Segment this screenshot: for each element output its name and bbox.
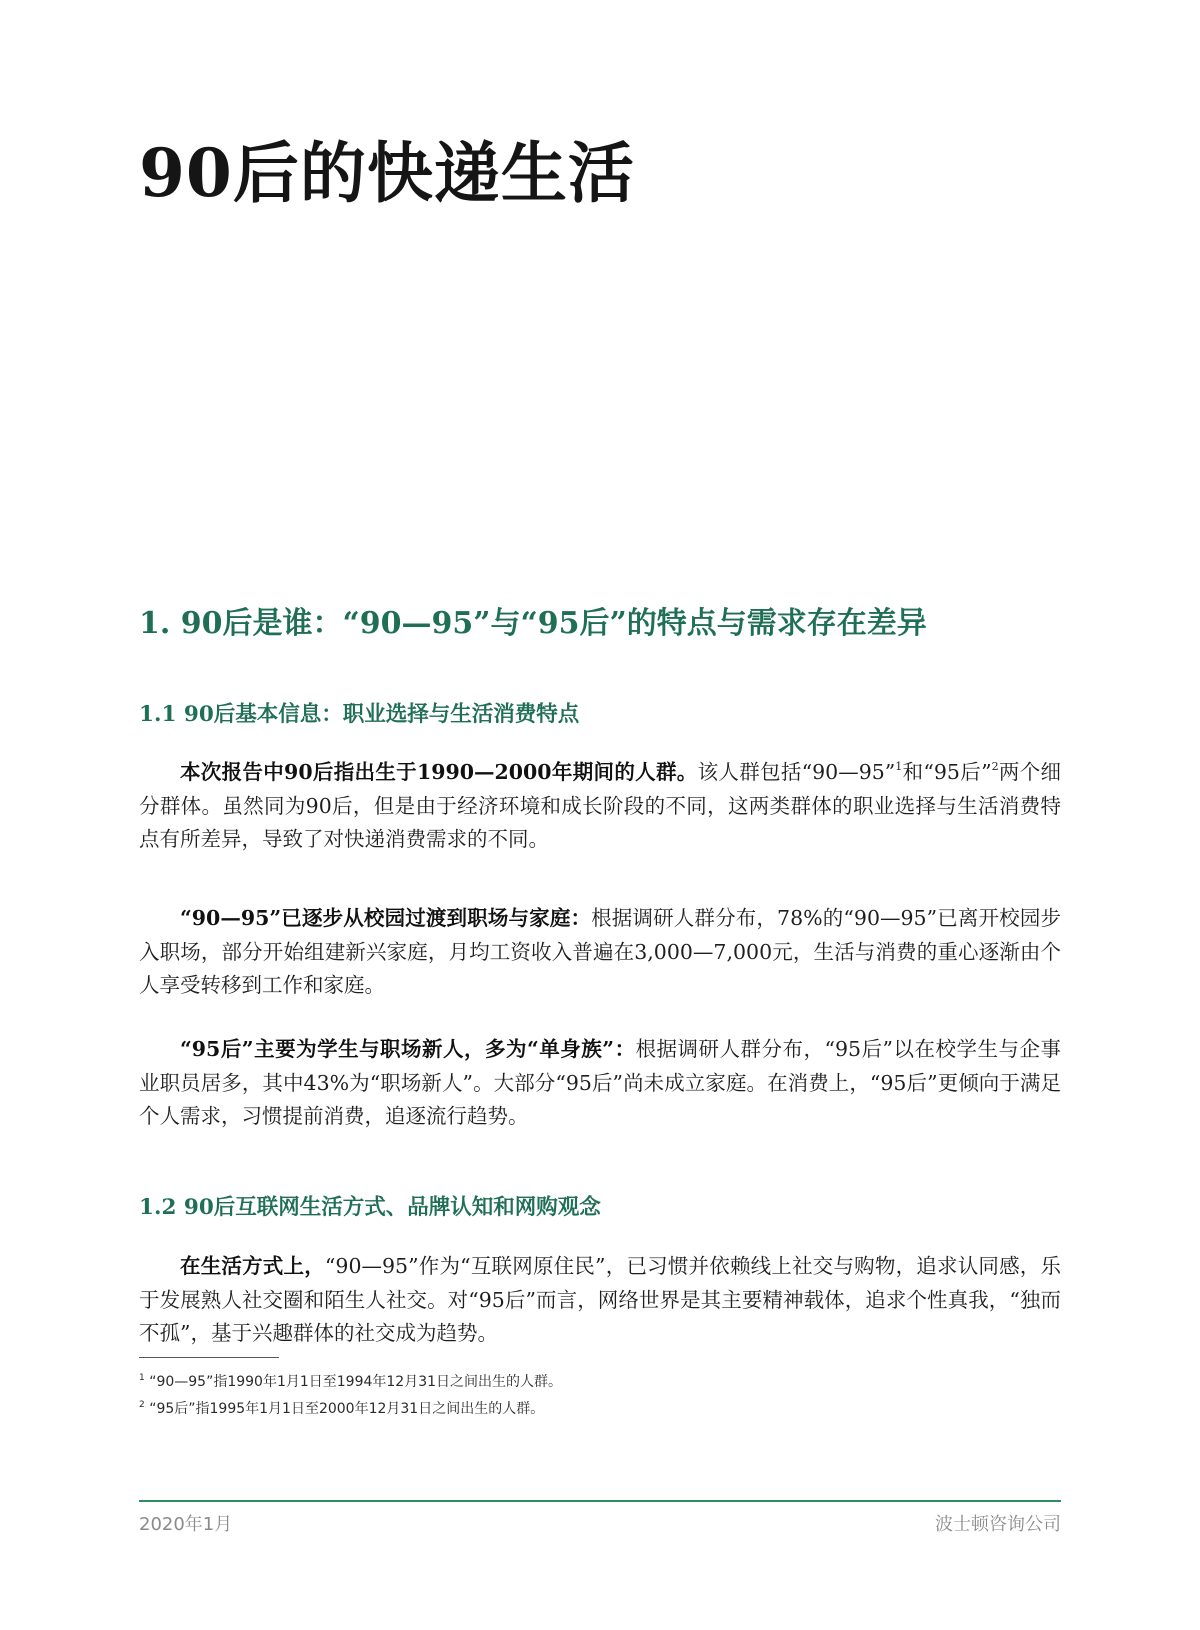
paragraph-text: 和“95后” — [902, 760, 992, 784]
footnote-2 — [139, 1401, 544, 1418]
footnote-1 — [139, 1374, 562, 1391]
paragraph-basic-info — [139, 756, 1061, 857]
paragraph-lifestyle — [139, 1250, 1061, 1351]
footnote-divider — [139, 1357, 279, 1358]
paragraph-95-after — [139, 1033, 1061, 1134]
footer-company: 波士顿咨询公司 — [935, 1514, 1061, 1535]
paragraph-text: “90—95”作为“互联网原住民”，已习惯并依赖线上社交与购物，追求认同感，乐于发展熟人社交圈和陌生人社交。对“95后”而言，网络世界是其主要精神载体，追求个性真我，“独而不孤”，基于兴趣群体的社交成为趋势。 — [139, 1254, 1061, 1345]
paragraph-lead-bold: 在生活方式上， — [180, 1254, 325, 1278]
subsection-heading-1-1: 1.1 90后基本信息：职业选择与生活消费特点 — [139, 702, 580, 727]
paragraph-text: 根据调研人群分布，78%的“90—95”已离开校园步入职场，部分开始组建新兴家庭，月均工资收入普遍在3,000—7,000元，生活与消费的重心逐渐由个人享受转移到工作和家庭。 — [139, 906, 1061, 997]
paragraph-lead-bold: “90—95”已逐步从校园过渡到职场与家庭： — [180, 906, 592, 930]
footnote-text: “90—95”指1990年1月1日至1994年12月31日之间出生的人群。 — [149, 1374, 563, 1390]
footnote-ref-2: 2 — [991, 760, 999, 773]
footnote-mark: 1 — [139, 1373, 145, 1383]
footer-date: 2020年1月 — [139, 1514, 233, 1535]
section-heading: 1. 90后是谁：“90—95”与“95后”的特点与需求存在差异 — [139, 606, 927, 641]
paragraph-text: 该人群包括“90—95” — [697, 760, 896, 784]
paragraph-lead-bold: “95后”主要为学生与职场新人，多为“单身族”： — [180, 1037, 636, 1061]
footnote-ref-1: 1 — [895, 760, 903, 773]
paragraph-text: 根据调研人群分布，“95后”以在校学生与企事业职员居多，其中43%为“职场新人”。大部分“95后”尚未成立家庭。在消费上，“95后”更倾向于满足个人需求，习惯提前消费，追逐流行趋势。 — [139, 1037, 1061, 1128]
paragraph-lead-bold: 本次报告中90后指出生于1990—2000年期间的人群。 — [180, 760, 698, 784]
page-title: 90后的快递生活 — [139, 134, 635, 212]
paragraph-90-95 — [139, 902, 1061, 1003]
footnote-mark: 2 — [139, 1400, 145, 1410]
footer-divider — [139, 1500, 1061, 1502]
subsection-heading-1-2: 1.2 90后互联网生活方式、品牌认知和网购观念 — [139, 1195, 601, 1220]
footnote-text: “95后”指1995年1月1日至2000年12月31日之间出生的人群。 — [149, 1401, 545, 1417]
paragraph-text: 两个细分群体。虽然同为90后，但是由于经济环境和成长阶段的不同，这两类群体的职业选择与生活消费特点有所差异，导致了对快递消费需求的不同。 — [139, 760, 1062, 851]
